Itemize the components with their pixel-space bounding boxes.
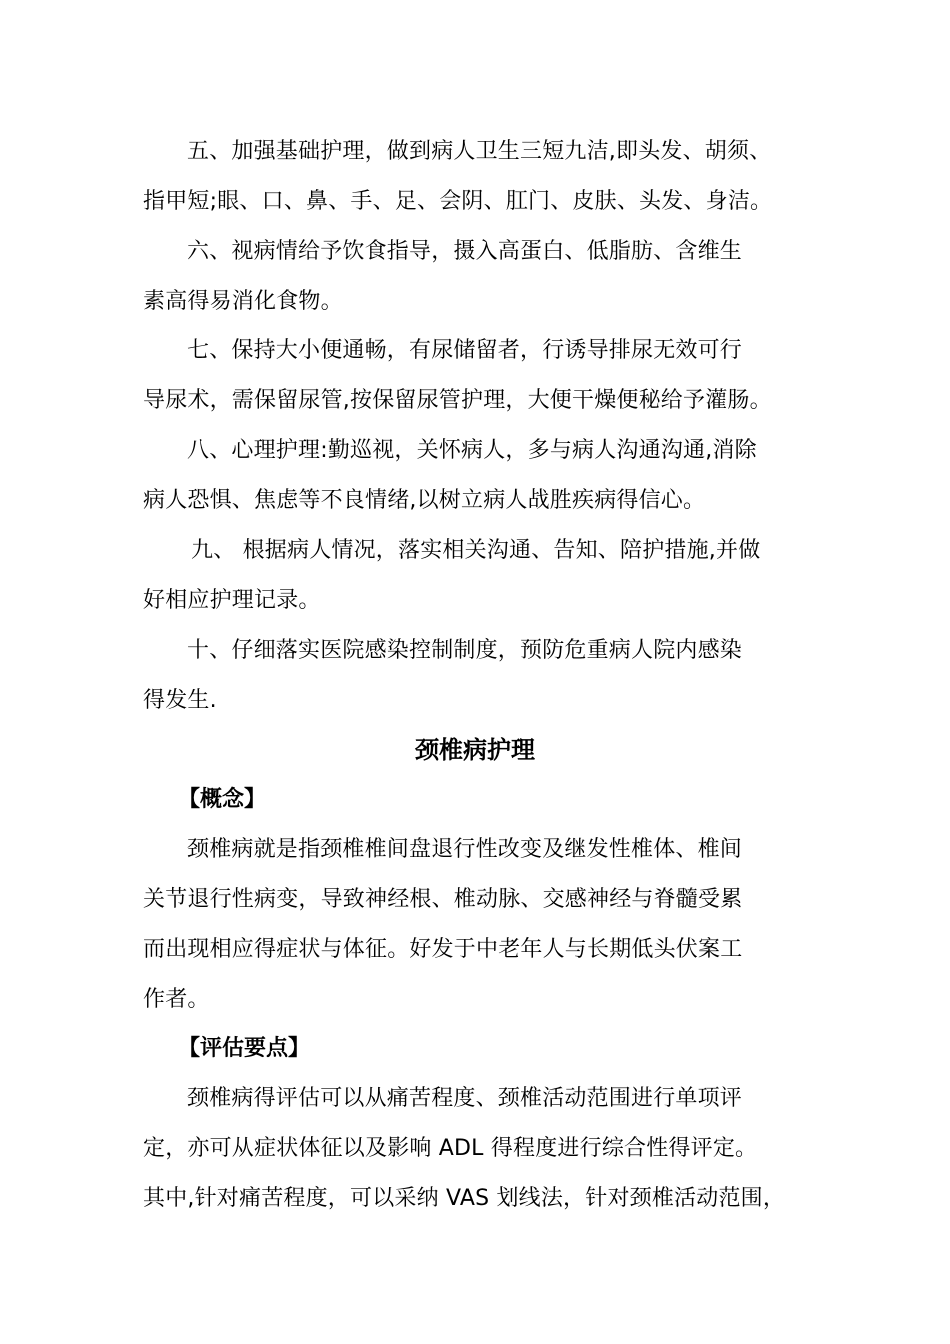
paragraph-5-line-1: 五、加强基础护理，做到病人卫生三短九洁,即头发、胡须、 <box>187 139 772 164</box>
paragraph-10-line-2: 得发生. <box>143 688 217 713</box>
concept-line-1: 颈椎病就是指颈椎椎间盘退行性改变及继发性椎体、椎间 <box>187 837 743 862</box>
paragraph-5-line-2: 指甲短;眼、口、鼻、手、足、会阴、肛门、皮肤、头发、身洁。 <box>143 189 773 214</box>
paragraph-8-line-2: 病人恐惧、焦虑等不良情绪,以树立病人战胜疾病得信心。 <box>143 488 706 513</box>
paragraph-10-line-1: 十、仔细落实医院感染控制制度，预防危重病人院内感染 <box>187 638 743 663</box>
paragraph-6-line-1: 六、视病情给予饮食指导，摄入高蛋白、低脂肪、含维生 <box>187 239 743 264</box>
concept-line-2: 关节退行性病变，导致神经根、椎动脉、交感神经与脊髓受累 <box>143 887 743 912</box>
paragraph-7-line-2: 导尿术，需保留尿管,按保留尿管护理，大便干燥便秘给予灌肠。 <box>143 388 772 413</box>
section-title: 颈椎病护理 <box>415 736 535 764</box>
concept-heading: 【概念】 <box>178 787 267 812</box>
concept-line-4: 作者。 <box>143 987 210 1012</box>
paragraph-7-line-1: 七、保持大小便通畅，有尿储留者，行诱导排尿无效可行 <box>187 338 743 363</box>
concept-line-3: 而出现相应得症状与体征。好发于中老年人与长期低头伏案工 <box>143 937 743 962</box>
paragraph-6-line-2: 素高得易消化食物。 <box>143 289 343 314</box>
paragraph-9-line-1: 九、 根据病人情况，落实相关沟通、告知、陪护措施,并做 <box>191 538 761 563</box>
paragraph-8-line-1: 八、心理护理:勤巡视，关怀病人，多与病人沟通沟通,消除 <box>187 438 757 463</box>
assessment-heading: 【评估要点】 <box>178 1036 311 1061</box>
assessment-line-1: 颈椎病得评估可以从痛苦程度、颈椎活动范围进行单项评 <box>187 1086 743 1111</box>
assessment-line-2: 定，亦可从症状体征以及影响 ADL 得程度进行综合性得评定。 <box>143 1136 758 1161</box>
paragraph-9-line-2: 好相应护理记录。 <box>143 588 321 613</box>
assessment-line-3: 其中,针对痛苦程度，可以采纳 VAS 划线法，针对颈椎活动范围， <box>143 1186 786 1211</box>
